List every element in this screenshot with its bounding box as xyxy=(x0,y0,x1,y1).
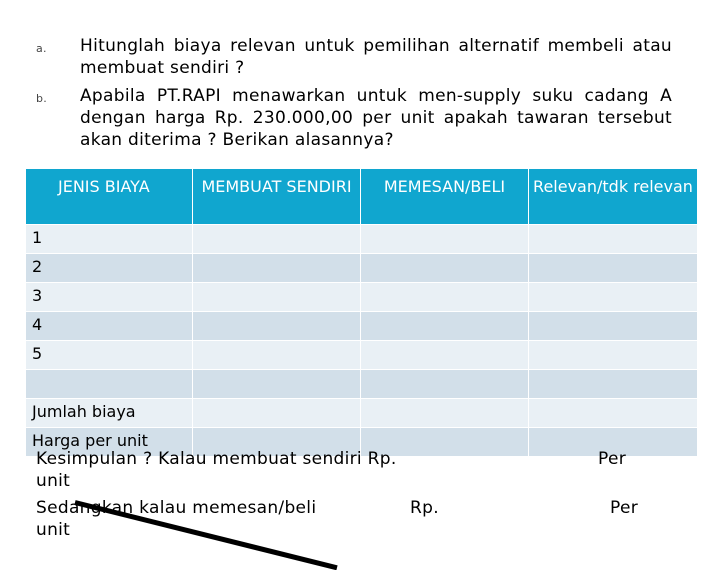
question-a-text: Hitunglah biaya relevan untuk pemilihan alternatif membeli atau membuat sendiri ? xyxy=(80,36,672,78)
table-row xyxy=(26,341,698,370)
table-row xyxy=(26,254,698,283)
table-cell xyxy=(193,399,361,428)
header-membuat-sendiri: MEMBUAT SENDIRI xyxy=(193,169,361,225)
table-cell xyxy=(529,283,698,312)
table-cell xyxy=(529,341,698,370)
conclusion-per-2: Per xyxy=(610,498,638,518)
cost-table xyxy=(25,168,698,457)
conclusion-rp-2: Rp. xyxy=(410,498,439,518)
table-cell xyxy=(361,254,529,283)
table-cell xyxy=(193,283,361,312)
table-cell xyxy=(361,283,529,312)
table-row xyxy=(26,225,698,254)
row-label: 3 xyxy=(26,283,193,312)
table-cell xyxy=(361,312,529,341)
row-label-harga-per-unit: Harga per unit xyxy=(26,428,193,457)
conclusion-unit-2: unit xyxy=(36,520,71,540)
question-b-text: Apabila PT.RAPI menawarkan untuk men-supply suku cadang A dengan harga Rp. 230.000,00 per unit apakah tawaran tersebut akan diterima ? Berikan alasannya? xyxy=(80,86,672,150)
row-label: 5 xyxy=(26,341,193,370)
table-header-row xyxy=(26,169,698,225)
question-a xyxy=(36,35,672,79)
table-row xyxy=(26,370,698,399)
table-row xyxy=(26,312,698,341)
table-cell xyxy=(529,399,698,428)
header-relevan: Relevan/tdk relevan xyxy=(529,169,698,225)
header-memesan-beli: MEMESAN/BELI xyxy=(361,169,529,225)
row-label-jumlah-biaya: Jumlah biaya xyxy=(26,399,193,428)
question-a-marker: a. xyxy=(36,42,47,55)
header-jenis-biaya: JENIS BIAYA xyxy=(26,169,193,225)
table-row-jumlah-biaya xyxy=(26,399,698,428)
table-cell xyxy=(361,341,529,370)
row-label: 4 xyxy=(26,312,193,341)
row-label xyxy=(26,370,193,399)
table-cell xyxy=(193,254,361,283)
conclusion-per-1: Per xyxy=(598,449,626,469)
conclusion-line-2: Sedangkan kalau memesan/beli xyxy=(36,498,317,518)
question-b-marker: b. xyxy=(36,92,48,105)
table-cell xyxy=(193,341,361,370)
table-cell xyxy=(193,370,361,399)
table-cell xyxy=(529,312,698,341)
table-cell xyxy=(361,370,529,399)
question-b xyxy=(36,85,672,151)
table-cell xyxy=(193,312,361,341)
table-cell xyxy=(529,370,698,399)
row-label: 1 xyxy=(26,225,193,254)
table-cell xyxy=(193,225,361,254)
conclusion-unit-1: unit xyxy=(36,471,71,491)
table-cell xyxy=(361,399,529,428)
table-cell xyxy=(529,254,698,283)
conclusion-line-1: Kesimpulan ? Kalau membuat sendiri Rp. xyxy=(36,449,397,469)
table-cell xyxy=(529,225,698,254)
table-row xyxy=(26,283,698,312)
row-label: 2 xyxy=(26,254,193,283)
table-cell xyxy=(361,225,529,254)
